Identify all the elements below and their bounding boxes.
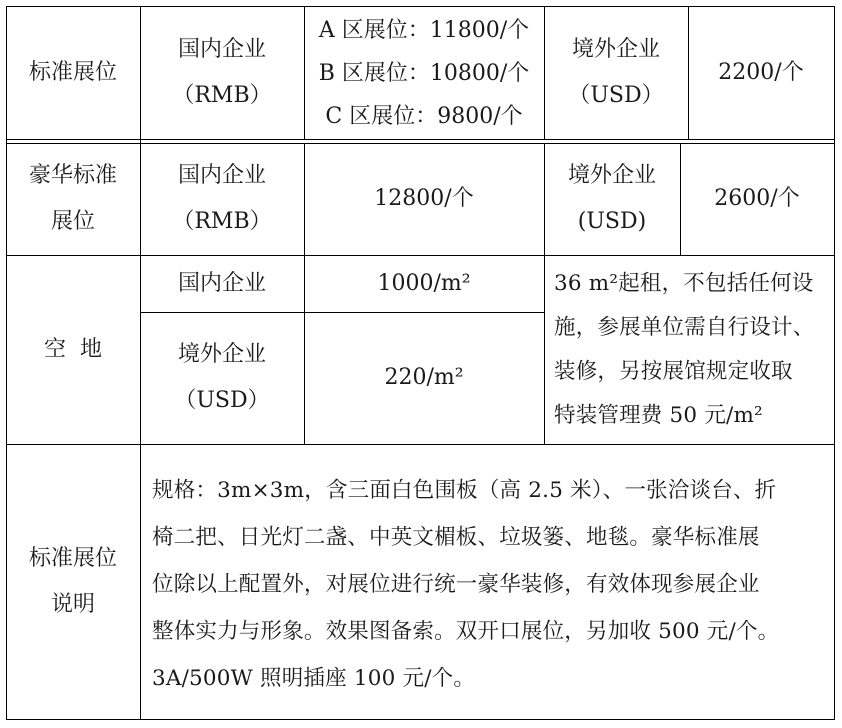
price-zone-c: C 区展位：9800/个 bbox=[325, 103, 523, 129]
luxury-foreign-price-cell bbox=[680, 143, 834, 255]
space-domestic-label: 国内企业 bbox=[177, 270, 266, 296]
standard-domestic-cell bbox=[140, 6, 304, 140]
space-foreign-price-cell bbox=[304, 312, 544, 444]
space-domestic-cell bbox=[140, 255, 304, 312]
notes-line2: 椅二把、日光灯二盏、中英文楣板、垃圾篓、地毯。豪华标准展 bbox=[152, 525, 760, 550]
standard-domestic-label: 国内企业 bbox=[177, 37, 266, 62]
standard-domestic-currency: （RMB） bbox=[172, 83, 272, 108]
luxury-domestic-price: 12800/个 bbox=[374, 186, 474, 211]
open-space-label bbox=[6, 255, 140, 444]
standard-foreign-price-cell bbox=[688, 6, 834, 140]
space-foreign-currency: （USD） bbox=[174, 388, 270, 413]
space-note-line4: 特装管理费 50 元/m² bbox=[554, 403, 763, 428]
notes-text bbox=[152, 467, 832, 702]
luxury-foreign-cell bbox=[544, 143, 680, 255]
luxury-foreign-price: 2600/个 bbox=[714, 186, 800, 211]
open-space-label-text: 空 地 bbox=[44, 336, 102, 362]
space-note-line2: 施，参展单位需自行设计、 bbox=[554, 315, 815, 340]
notes-label-line1: 标准展位 bbox=[28, 545, 117, 571]
space-domestic-price-cell bbox=[304, 255, 544, 312]
luxury-booth-label-line2: 展位 bbox=[50, 209, 95, 234]
space-foreign-price: 220/m² bbox=[384, 365, 464, 390]
col-divider-r3-3 bbox=[544, 255, 545, 445]
luxury-domestic-label: 国内企业 bbox=[177, 163, 266, 188]
notes-line1: 规格：3m×3m，含三面白色围板（高 2.5 米）、一张洽谈台、折 bbox=[152, 478, 777, 503]
space-note-line1: 36 m²起租，不包括任何设 bbox=[554, 271, 814, 296]
luxury-booth-label bbox=[6, 143, 140, 255]
standard-booth-label bbox=[6, 6, 140, 140]
table-border-right bbox=[834, 6, 835, 720]
luxury-booth-label-line1: 豪华标准 bbox=[28, 163, 117, 188]
standard-foreign-cell bbox=[544, 6, 688, 140]
luxury-foreign-label: 境外企业 bbox=[567, 163, 656, 188]
space-foreign-label: 境外企业 bbox=[177, 342, 266, 367]
standard-foreign-currency: （USD） bbox=[568, 83, 664, 108]
price-zone-b: B 区展位：10800/个 bbox=[318, 60, 530, 86]
luxury-domestic-cell bbox=[140, 143, 304, 255]
space-note bbox=[554, 262, 832, 438]
luxury-domestic-currency: （RMB） bbox=[172, 209, 272, 234]
space-foreign-cell bbox=[140, 312, 304, 444]
price-zone-a: A 区展位：11800/个 bbox=[318, 17, 530, 43]
table-border-bottom bbox=[6, 719, 835, 720]
luxury-domestic-price-cell bbox=[304, 143, 544, 255]
notes-line4: 整体实力与形象。效果图备索。双开口展位，另加收 500 元/个。 bbox=[152, 619, 780, 644]
space-note-line3: 装修，另按展馆规定收取 bbox=[554, 359, 793, 384]
space-domestic-price: 1000/m² bbox=[377, 270, 471, 296]
notes-line5: 3A/500W 照明插座 100 元/个。 bbox=[152, 666, 476, 691]
standard-foreign-label: 境外企业 bbox=[571, 37, 660, 62]
notes-line3: 位除以上配置外，对展位进行统一豪华装修，有效体现参展企业 bbox=[152, 572, 760, 597]
standard-booth-label-text: 标准展位 bbox=[28, 60, 117, 85]
standard-foreign-price: 2200/个 bbox=[718, 60, 804, 85]
notes-label-line2: 说明 bbox=[50, 591, 95, 617]
notes-label bbox=[6, 444, 140, 719]
luxury-foreign-currency: (USD) bbox=[577, 209, 647, 234]
standard-domestic-prices bbox=[304, 6, 544, 140]
